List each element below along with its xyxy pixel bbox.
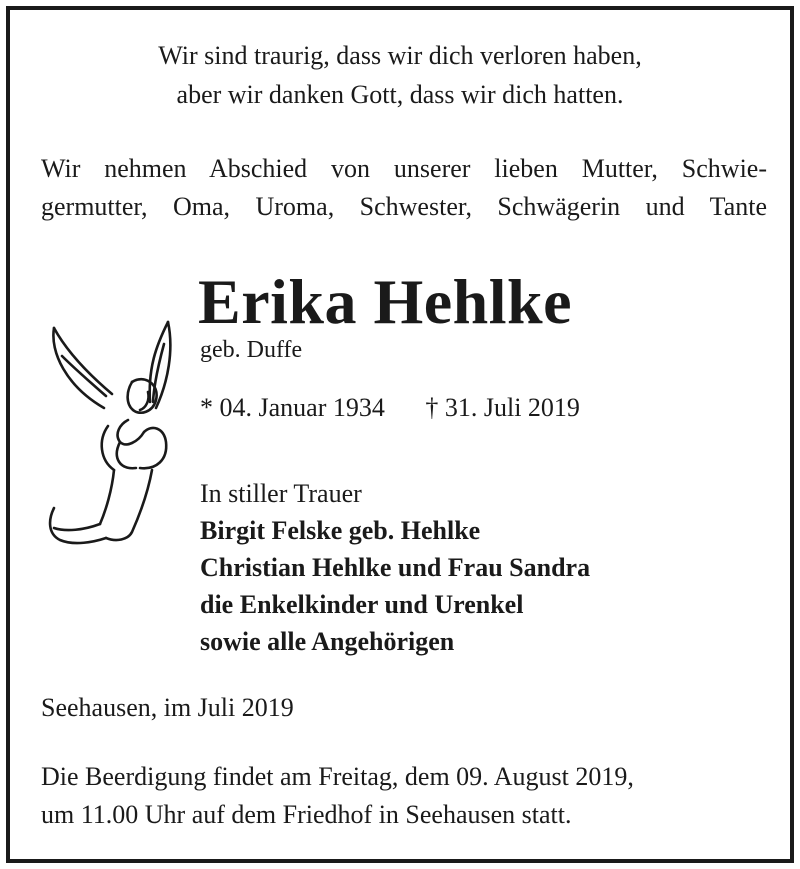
funeral-line: um 11.00 Uhr auf dem Friedhof in Seehausen statt. (41, 800, 572, 829)
funeral-line: Die Beerdigung findet am Freitag, dem 09. August 2019, (41, 762, 634, 791)
funeral-info (41, 758, 634, 834)
verse-line: Wir sind traurig, dass wir dich verloren haben, (158, 41, 642, 70)
death-date: † 31. Juli 2019 (425, 393, 580, 422)
mourner-name: Birgit Felske geb. Hehlke (200, 516, 481, 545)
mourner-name: Christian Hehlke und Frau Sandra (200, 553, 591, 582)
life-dates (200, 393, 580, 423)
birth-name: geb. Duffe (200, 337, 303, 363)
angel-icon (40, 310, 176, 550)
intro-line: Wir nehmen Abschied von unserer lieben Mutter, Schwie- (41, 154, 767, 183)
intro-text (41, 150, 767, 226)
verse-line: aber wir danken Gott, dass wir dich hatten. (176, 80, 624, 109)
birth-date: * 04. Januar 1934 (200, 393, 385, 422)
obituary-notice (6, 6, 794, 863)
intro-line: germutter, Oma, Uroma, Schwester, Schwägerin und Tante (41, 192, 767, 221)
mourner-name: sowie alle Angehörigen (200, 627, 455, 656)
place-date: Seehausen, im Juli 2019 (41, 693, 294, 722)
deceased-name: Erika Hehlke (198, 266, 573, 337)
mourner-name: die Enkelkinder und Urenkel (200, 590, 524, 619)
verse (10, 36, 790, 114)
mourners-block (200, 475, 590, 660)
mourners-heading: In stiller Trauer (200, 479, 362, 508)
